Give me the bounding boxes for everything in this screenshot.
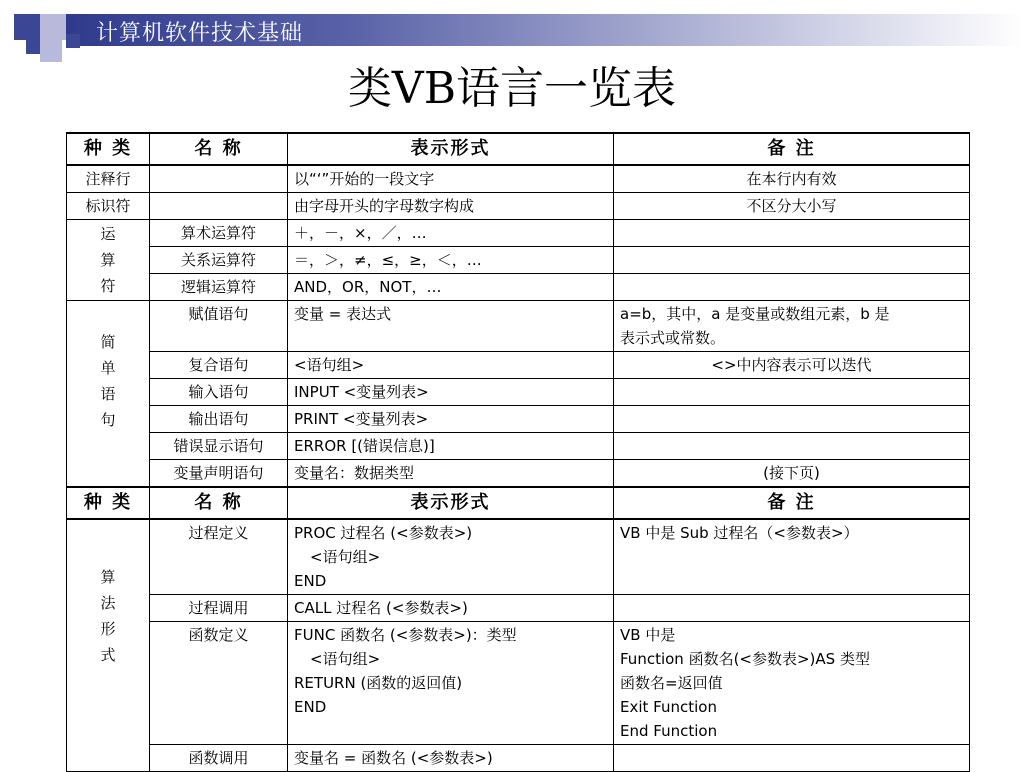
deco-square-2	[40, 14, 66, 40]
name-cell: 过程定义	[150, 519, 288, 595]
table-row	[67, 220, 970, 247]
table-row	[67, 622, 970, 745]
header-note: 备 注	[614, 487, 970, 519]
header-note: 备 注	[614, 133, 970, 165]
form-cell: <语句组>	[288, 352, 614, 379]
table-row	[67, 745, 970, 772]
vb-language-table	[66, 132, 970, 772]
deco-square-4	[66, 34, 80, 48]
name-cell: 错误显示语句	[150, 433, 288, 460]
name-cell: 函数定义	[150, 622, 288, 745]
form-cell: ＝，＞，≠，≤，≥，＜，…	[288, 247, 614, 274]
table-row	[67, 301, 970, 352]
header-name: 名 称	[150, 133, 288, 165]
form-cell: CALL 过程名 (<参数表>)	[288, 595, 614, 622]
form-cell: ＋，－，×，／，…	[288, 220, 614, 247]
table-row	[67, 406, 970, 433]
name-cell: 函数调用	[150, 745, 288, 772]
note-cell	[614, 379, 970, 406]
deco-square-1	[14, 14, 40, 40]
table-header-row-2	[67, 487, 970, 519]
header-form: 表示形式	[288, 133, 614, 165]
form-cell: PRINT <变量列表>	[288, 406, 614, 433]
note-cell	[614, 274, 970, 301]
note-cell	[614, 247, 970, 274]
form-cell: INPUT <变量列表>	[288, 379, 614, 406]
form-cell: 变量 = 表达式	[288, 301, 614, 352]
name-cell: 算术运算符	[150, 220, 288, 247]
form-cell: ERROR [(错误信息)]	[288, 433, 614, 460]
table-row	[67, 274, 970, 301]
header-form: 表示形式	[288, 487, 614, 519]
form-cell: FUNC 函数名 (<参数表>)：类型 <语句组> RETURN (函数的返回值) END	[288, 622, 614, 745]
table-row	[67, 352, 970, 379]
table-row	[67, 460, 970, 488]
name-cell: 过程调用	[150, 595, 288, 622]
header-name: 名 称	[150, 487, 288, 519]
table-row	[67, 595, 970, 622]
header-subtitle: 计算机软件技术基础	[96, 21, 304, 46]
table-header-row	[67, 133, 970, 165]
name-cell: 关系运算符	[150, 247, 288, 274]
name-cell: 复合语句	[150, 352, 288, 379]
note-cell: VB 中是 Sub 过程名（<参数表>）	[614, 519, 970, 595]
header-category: 种 类	[67, 133, 150, 165]
note-cell: 在本行内有效	[614, 165, 970, 193]
note-cell	[614, 745, 970, 772]
category-cell-operators: 运 算 符	[67, 220, 150, 301]
category-cell-algorithm-forms: 算 法 形 式	[67, 519, 150, 772]
category-cell: 标识符	[67, 193, 150, 220]
category-cell-simple-statements: 简 单 语 句	[67, 301, 150, 488]
form-cell: 变量名 = 函数名 (<参数表>)	[288, 745, 614, 772]
note-cell	[614, 406, 970, 433]
note-cell	[614, 220, 970, 247]
form-cell: 以“‘”开始的一段文字	[288, 165, 614, 193]
form-cell: AND，OR，NOT，…	[288, 274, 614, 301]
form-cell: PROC 过程名 (<参数表>) <语句组> END	[288, 519, 614, 595]
table-row	[67, 165, 970, 193]
note-cell	[614, 433, 970, 460]
form-cell: 变量名：数据类型	[288, 460, 614, 488]
name-cell: 逻辑运算符	[150, 274, 288, 301]
table-row	[67, 193, 970, 220]
form-cell: 由字母开头的字母数字构成	[288, 193, 614, 220]
table-row	[67, 433, 970, 460]
note-cell: (接下页)	[614, 460, 970, 488]
name-cell: 赋值语句	[150, 301, 288, 352]
name-cell: 输出语句	[150, 406, 288, 433]
note-cell: 不区分大小写	[614, 193, 970, 220]
note-cell: VB 中是 Function 函数名(<参数表>)AS 类型 函数名=返回值 Exit Function End Function	[614, 622, 970, 745]
table-row	[67, 519, 970, 595]
name-cell: 变量声明语句	[150, 460, 288, 488]
note-cell	[614, 595, 970, 622]
category-cell: 注释行	[67, 165, 150, 193]
name-cell: 输入语句	[150, 379, 288, 406]
page-title: 类VB语言一览表	[347, 63, 677, 114]
table-row	[67, 379, 970, 406]
table-row	[67, 247, 970, 274]
note-cell: a=b，其中，a 是变量或数组元素，b 是 表示式或常数。	[614, 301, 970, 352]
note-cell: <>中内容表示可以迭代	[614, 352, 970, 379]
header-category: 种 类	[67, 487, 150, 519]
name-cell	[150, 165, 288, 193]
name-cell	[150, 193, 288, 220]
